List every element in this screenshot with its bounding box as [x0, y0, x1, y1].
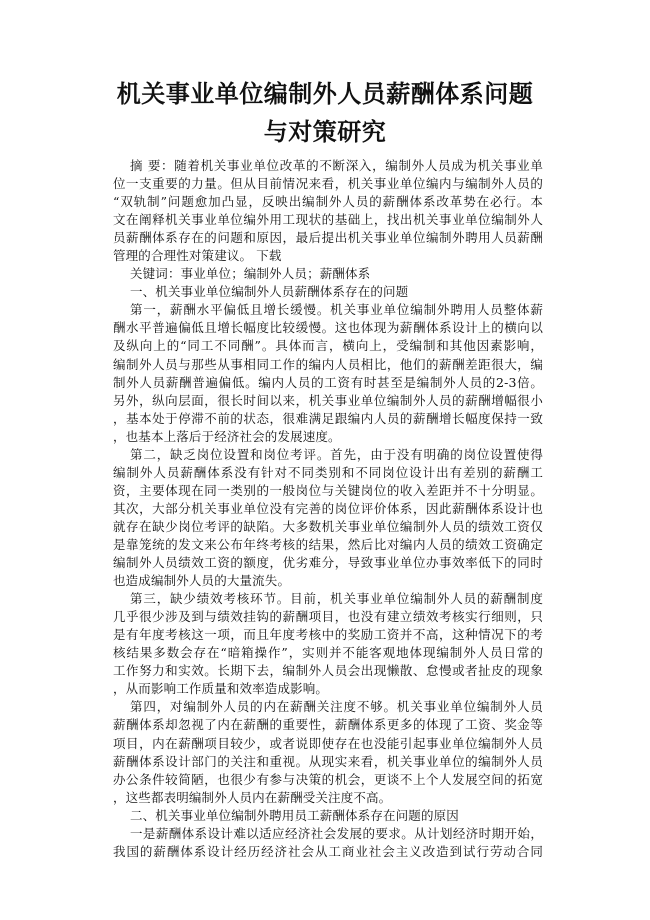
body-line: “双轨制”问题愈加凸显，反映出编制外人员的薪酬体系改革势在必行。本	[113, 194, 543, 210]
body-line: 编制外人员薪酬体系没有针对不同类别和不同岗位设计出有差别的薪酬工	[113, 464, 543, 480]
body-line: 薪酬体系设计部门的关注和重视。从现实来看，机关事业单位的编制外人员	[113, 753, 543, 769]
body-line: 第三，缺少绩效考核环节。目前，机关事业单位编制外人员的薪酬制度	[130, 591, 543, 607]
body-line: ，基本处于停滞不前的状态，很难满足跟编内人员的薪酬增长幅度保持一致	[113, 410, 543, 426]
body-line: 几乎很少涉及到与绩效挂钩的薪酬项目，也没有建立绩效考核实行细则，只	[113, 609, 543, 625]
body-line: 另外，纵向层面，很长时间以来，机关事业单位编制外人员的薪酬增幅很小	[113, 392, 543, 408]
document-body	[113, 157, 543, 861]
body-line: 关键词：事业单位；编制外人员；薪酬体系	[130, 266, 371, 282]
body-line: 员薪酬体系存在的问题和原因，最后提出机关事业单位编制外聘用人员薪酬	[113, 230, 543, 246]
body-line: 就存在缺少岗位考评的缺陷。大多数机关事业单位编制外人员的绩效工资仅	[113, 518, 543, 534]
body-line: ，也基本上落后于经济社会的发展速度。	[113, 428, 341, 444]
body-line: 资，主要体现在同一类别的一般岗位与关键岗位的收入差距并不十分明显。	[113, 482, 543, 498]
body-line: 办公条件较简陋，也很少有参与决策的机会，更谈不上个人发展空间的拓宽	[113, 771, 543, 787]
body-line: 薪酬体系却忽视了内在薪酬的重要性，薪酬体系更多的体现了工资、奖金等	[113, 717, 543, 733]
body-line: 摘 要：随着机关事业单位改革的不断深入，编制外人员成为机关事业单	[130, 158, 543, 173]
body-line: ，这些都表明编制外人员内在薪酬受关注度不高。	[113, 789, 392, 805]
body-line: 管理的合理性对策建议。 下载	[113, 248, 282, 264]
body-line: 二、机关事业单位编制外聘用员工薪酬体系存在问题的原因	[130, 807, 459, 823]
body-line: 第四，对编制外人员的内在薪酬关注度不够。机关事业单位编制外人员	[130, 699, 543, 715]
document-title-line-2: 与对策研究	[263, 118, 387, 146]
body-line: 第一，薪酬水平偏低且增长缓慢。机关事业单位编制外聘用人员整体薪	[130, 302, 543, 318]
body-line: 第二，缺乏岗位设置和岗位考评。首先，由于没有明确的岗位设置使得	[130, 446, 543, 462]
body-line: 一是薪酬体系设计难以适应经济社会发展的要求。从计划经济时期开始，	[130, 825, 543, 841]
body-line: 核结果多数会存在“暗箱操作”，实则并不能客观地体现编制外人员日常的	[113, 645, 543, 661]
body-line: 及纵向上的“同工不同酬”。具体而言，横向上，受编制和其他因素影响，	[113, 338, 543, 354]
body-line: 工作努力和实效。长期下去，编制外人员会出现懒散、怠慢或者扯皮的现象	[113, 663, 543, 679]
body-line: 一、机关事业单位编制外人员薪酬体系存在的问题	[130, 284, 409, 300]
body-line: 位一支重要的力量。但从目前情况来看，机关事业单位编内与编制外人员的	[113, 176, 543, 192]
body-line: 项目，内在薪酬项目较少，或者说即使存在也没能引起事业单位编制外人员	[113, 735, 543, 751]
body-line: 编制外人员与那些从事相同工作的编内人员相比，他们的薪酬差距很大，编	[113, 356, 543, 372]
body-line: 文在阐释机关事业单位编外用工现状的基础上，找出机关事业单位编制外人	[113, 212, 543, 228]
body-line: 制外人员薪酬普遍偏低。编内人员的工资有时甚至是编制外人员的2-3倍。	[113, 374, 543, 390]
body-line: ，从而影响工作质量和效率造成影响。	[113, 681, 329, 697]
body-line: 是有年度考核这一项，而且年度考核中的奖励工资并不高，这种情况下的考	[113, 627, 543, 643]
document-title-line-1: 机关事业单位编制外人员薪酬体系问题	[116, 80, 534, 108]
body-line: 是靠笼统的发文来公布年终考核的结果，然后比对编内人员的绩效工资确定	[113, 536, 543, 552]
body-line: 也造成编制外人员的大量流失。	[113, 573, 291, 589]
body-line: 我国的薪酬体系设计经历经济社会从工商业社会主义改造到试行劳动合同	[113, 843, 543, 859]
body-line: 其次，大部分机关事业单位没有完善的岗位评价体系，因此薪酬体系设计也	[113, 500, 543, 516]
body-line: 酬水平普遍偏低且增长幅度比较缓慢。这也体现为薪酬体系设计上的横向以	[113, 320, 543, 336]
body-line: 编制外人员绩效工资的额度，优劣难分，导致事业单位办事效率低下的同时	[113, 555, 543, 571]
